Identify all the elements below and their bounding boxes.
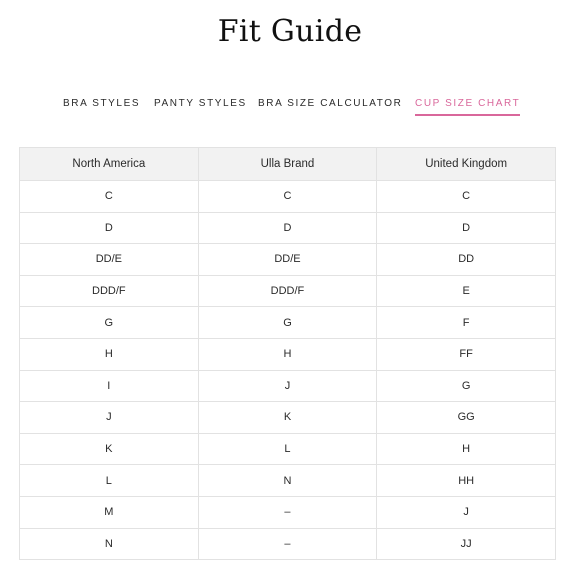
table-row (20, 181, 556, 213)
table-cell: C (198, 181, 377, 213)
table-row (20, 212, 556, 244)
table-cell: F (377, 307, 556, 339)
table-cell: – (198, 528, 377, 560)
table-cell: H (377, 433, 556, 465)
table-cell: DD/E (198, 244, 377, 276)
table-cell: J (377, 496, 556, 528)
table-cell: N (198, 465, 377, 497)
table-cell: G (377, 370, 556, 402)
column-header-united-kingdom: United Kingdom (377, 148, 556, 181)
table-cell: C (377, 181, 556, 213)
tab-cup-size-chart[interactable]: CUP SIZE CHART (415, 98, 520, 120)
table-row (20, 496, 556, 528)
table-cell: HH (377, 465, 556, 497)
table-row (20, 244, 556, 276)
table-row (20, 402, 556, 434)
table-cell: J (198, 370, 377, 402)
table-cell: I (20, 370, 199, 402)
table-cell: JJ (377, 528, 556, 560)
column-header-north-america: North America (20, 148, 199, 181)
table-cell: J (20, 402, 199, 434)
cup-size-table (19, 147, 556, 560)
table-row (20, 370, 556, 402)
table-cell: GG (377, 402, 556, 434)
tab-bra-size-calculator[interactable]: BRA SIZE CALCULATOR (258, 98, 403, 109)
table-cell: DDD/F (198, 275, 377, 307)
page-title: Fit Guide (217, 14, 363, 49)
table-cell: G (198, 307, 377, 339)
table-cell: L (20, 465, 199, 497)
tab-bra-styles[interactable]: BRA STYLES (63, 98, 141, 109)
table-cell: DD (377, 244, 556, 276)
table-cell: K (20, 433, 199, 465)
table-row (20, 528, 556, 560)
table-cell: K (198, 402, 377, 434)
table-cell: H (198, 338, 377, 370)
table-cell: D (198, 212, 377, 244)
table-cell: H (20, 338, 199, 370)
table-header-row (20, 148, 556, 181)
table-cell: N (20, 528, 199, 560)
table-cell: G (20, 307, 199, 339)
fit-guide-tabs (0, 98, 580, 122)
table-cell: C (20, 181, 199, 213)
table-cell: D (377, 212, 556, 244)
column-header-ulla-brand: Ulla Brand (198, 148, 377, 181)
table-cell: M (20, 496, 199, 528)
table-row (20, 307, 556, 339)
tab-panty-styles[interactable]: PANTY STYLES (154, 98, 247, 109)
table-row (20, 465, 556, 497)
table-cell: DD/E (20, 244, 199, 276)
table-body (20, 181, 556, 560)
table-cell: E (377, 275, 556, 307)
table-cell: – (198, 496, 377, 528)
table-cell: FF (377, 338, 556, 370)
table-cell: DDD/F (20, 275, 199, 307)
table-cell: D (20, 212, 199, 244)
table-row (20, 433, 556, 465)
table-row (20, 275, 556, 307)
table-row (20, 338, 556, 370)
table-cell: L (198, 433, 377, 465)
